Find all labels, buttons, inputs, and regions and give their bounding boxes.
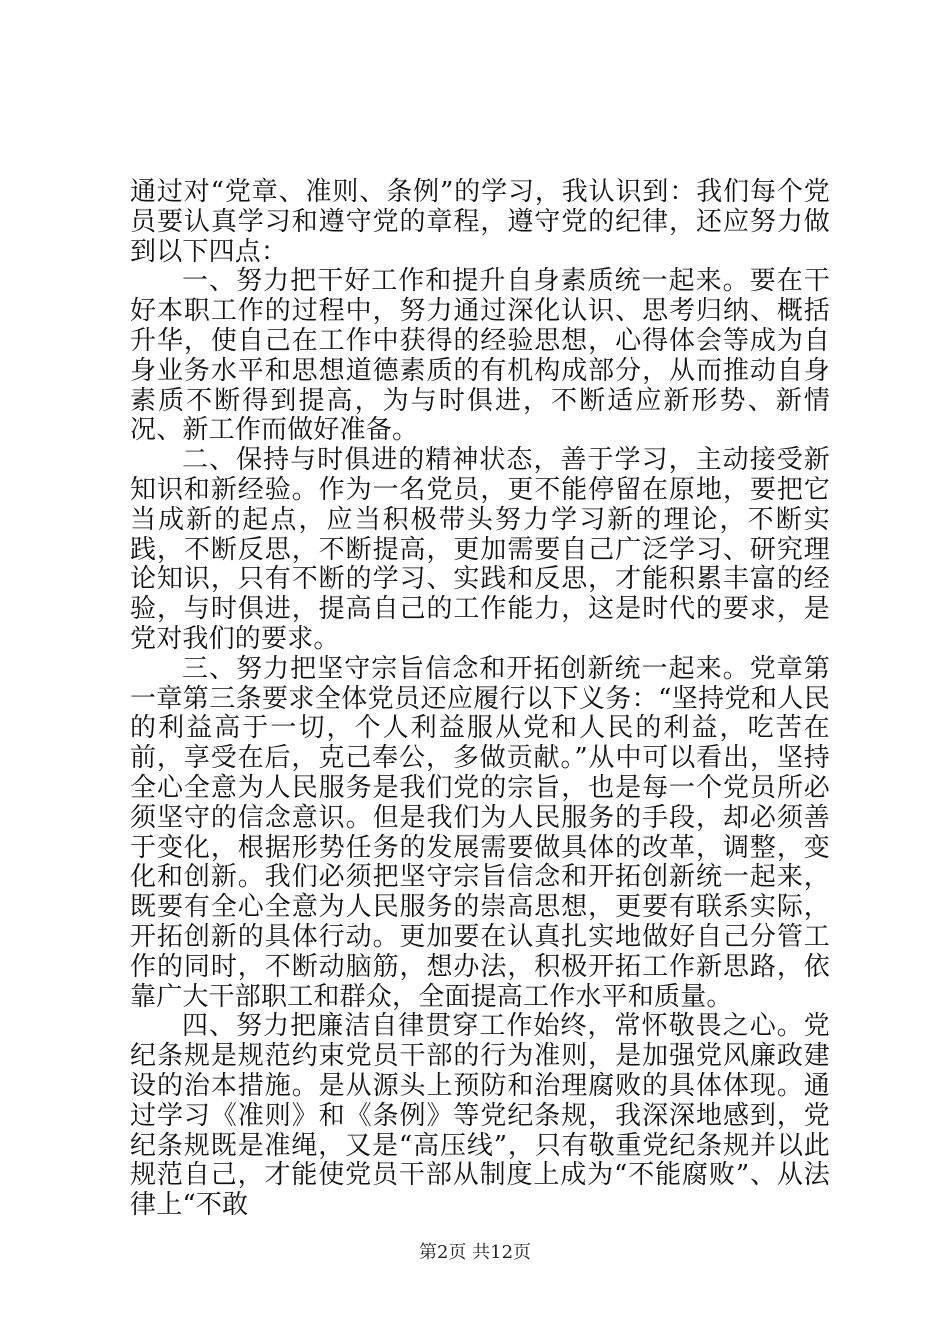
paragraph-point-3: 三、努力把坚守宗旨信念和开拓创新统一起来。党章第一章第三条要求全体党员还应履行以下义务：“坚持党和人民的利益高于一切，个人利益服从党和人民的利益，吃苦在前，享受在后，克己奉公，多做贡献。”从中可以看出，坚持全心全意为人民服务是我们党的宗旨，也是每一个党员所必须坚守的信念意识。但是我们为人民服务的手段，却必须善于变化，根据形势任务的发展需要做具体的改革，调整，变化和创新。我们必须把坚守宗旨信念和开拓创新统一起来，既要有全心全意为人民服务的崇高思想，更要有联系实际，开拓创新的具体行动。更加要在认真扎实地做好自己分管工作的同时，不断动脑筋，想办法，积极开拓工作新思路，依靠广大干部职工和群众，全面提高工作水平和质量。 [130,653,830,1012]
page-number-footer: 第2页 共12页 [418,1242,532,1263]
document-body [130,178,830,1221]
paragraph-intro: 通过对“党章、准则、条例”的学习，我认识到：我们每个党员要认真学习和遵守党的章程，遵守党的纪律，还应努力做到以下四点： [130,177,830,267]
paragraph-point-2: 二、保持与时俱进的精神状态，善于学习，主动接受新知识和新经验。作为一名党员，更不能停留在原地，要把它当成新的起点，应当积极带头努力学习新的理论，不断实践，不断反思，不断提高，更加需要自己广泛学习、研究理论知识，只有不断的学习、实践和反思，才能积累丰富的经验，与时俱进，提高自己的工作能力，这是时代的要求，是党对我们的要求。 [130,445,830,654]
paragraph-point-4: 四、努力把廉洁自律贯穿工作始终，常怀敬畏之心。党纪条规是规范约束党员干部的行为准则，是加强党风廉政建设的治本措施。是从源头上预防和治理腐败的具体体现。通过学习《准则》和《条例》等党纪条规，我深深地感到，党纪条规既是准绳，又是“高压线”，只有敬重党纪条规并以此规范自己，才能使党员干部从制度上成为“不能腐败”、从法律上“不敢 [130,1011,830,1221]
paragraph-point-1: 一、努力把干好工作和提升自身素质统一起来。要在干好本职工作的过程中，努力通过深化认识、思考归纳、概括升华，使自己在工作中获得的经验思想，心得体会等成为自身业务水平和思想道德素质的有机构成部分，从而推动自身素质不断得到提高，为与时俱进，不断适应新形势、新情况、新工作而做好准备。 [130,266,830,446]
